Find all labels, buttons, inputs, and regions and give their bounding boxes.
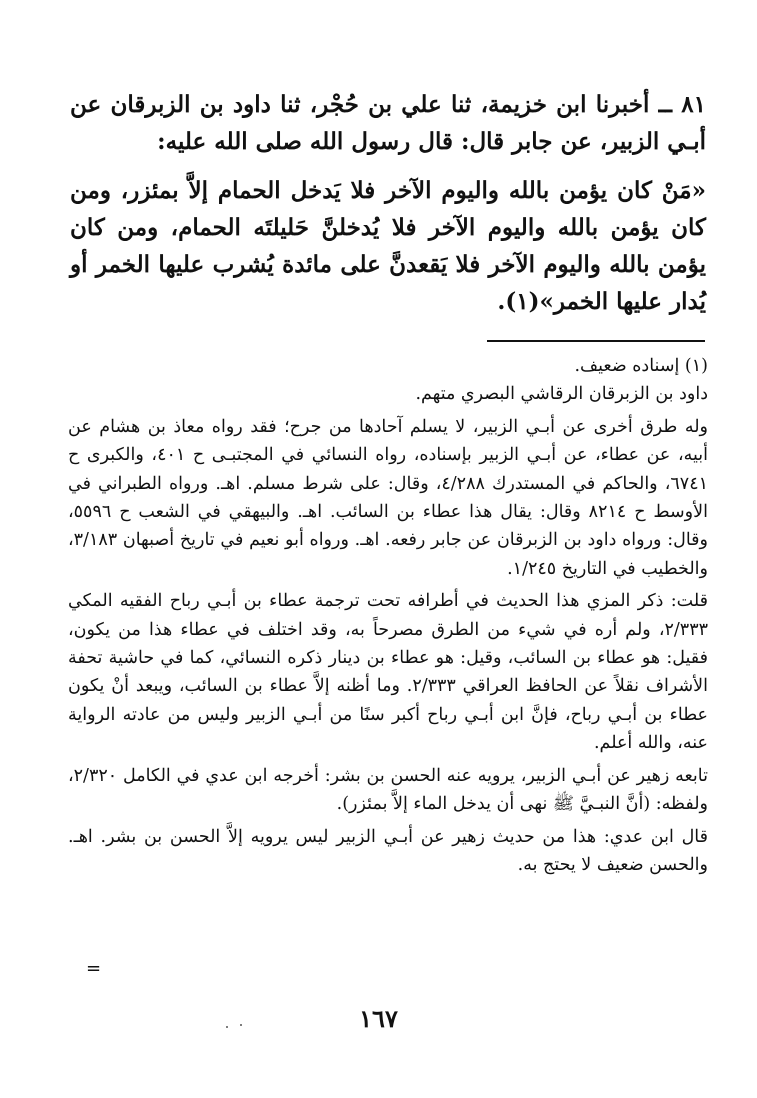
- footnote-commentary: قلت: ذكر المزي هذا الحديث في أطرافه تحت ترجمة عطاء بن أبـي رباح الفقيه المكي ٢/٣٣٣، ولم أره في شيء من الطرق مصرحاً به، وقد اختلف في عطاء هذا من يكون، فقيل: هو عطاء بن السائب، وقيل: هو عطاء بن دينار ذكره النسائي، كما في حاشية تحفة الأشراف نقلاً عن الحافظ العراقي ٢/٣٣٣. وما أظنه إلاَّ عطاء بن السائب، ويبعد أنْ يكون عطاء بن أبـي رباح، فإنَّ ابن أبـي رباح أكبر سنًا من أبـي الزبير وليس من عادته الرواية عنه، والله أعلم.: [68, 591, 709, 754]
- continuation-mark: =: [86, 958, 102, 979]
- page-number: ١٦٧: [359, 1004, 398, 1033]
- footnote-ibn-adi: قال ابن عدي: هذا من حديث زهير عن أبـي الزبير ليس يرويه إلاَّ الحسن بن بشر. اهـ. والحسن ضعيف لا يحتج به.: [68, 826, 708, 875]
- footnote-separator: [487, 340, 705, 342]
- footnote-verdict: (١) إسناده ضعيف.: [574, 356, 708, 376]
- hadith-isnad: ٨١ ــ أخبرنا ابن خزيمة، ثنا علي بن حُجْر، ثنا داود بن الزبرقان عن أبـي الزبير، عن جابر قال: قال رسول الله صلى الله عليه:: [70, 91, 706, 155]
- hadith-matn: «مَنْ كان يؤمن بالله واليوم الآخر فلا يَدخل الحمام إلاَّ بمئزر، ومن كان يؤمن بالله واليوم الآخر فلا يُدخلنَّ حَليلتَه الحمام، ومن كان يؤمن بالله واليوم الآخر فلا يَقعدنَّ على مائدة يُشرب عليها الخمر أو يُدار عليها الخمر»(١).: [70, 177, 706, 315]
- footnotes: [68, 352, 708, 879]
- scan-speck: [240, 1024, 242, 1026]
- scan-speck: [226, 1026, 228, 1028]
- main-text: [70, 86, 706, 320]
- footnote-narrator-note: داود بن الزبرقان الرقاشي البصري متهم.: [415, 384, 708, 405]
- footnote-corroboration: تابعه زهير عن أبـي الزبير، يرويه عنه الحسن بن بشر: أخرجه ابن عدي في الكامل ٢/٣٢٠، ولفظه: (أنَّ النبـيَّ ﷺ نهى أن يدخل الماء إلاَّ بمئزر).: [68, 765, 708, 815]
- footnote-other-routes: وله طرق أخرى عن أبـي الزبير، لا يسلم آحادها من جرح؛ فقد رواه معاذ بن هشام عن أبيه، عن عطاء، عن أبـي الزبير بإسناده، رواه النسائي في المجتبـى ح ٤٠١، والكبرى ح ٦٧٤١، والحاكم في المستدرك ٤/٢٨٨، وقال: على شرط مسلم. اهـ. ورواه الطبراني في الأوسط ح ٨٢١٤ وقال: يقال هذا عطاء بن السائب. اهـ. والبيهقي في الشعب ح ٥٥٩٦، وقال: ورواه داود بن الزبرقان عن جابر رفعه. اهـ. ورواه أبو نعيم في تاريخ أصبهان ٣/١٨٣، والخطيب في التاريخ ١/٢٤٥.: [68, 416, 708, 579]
